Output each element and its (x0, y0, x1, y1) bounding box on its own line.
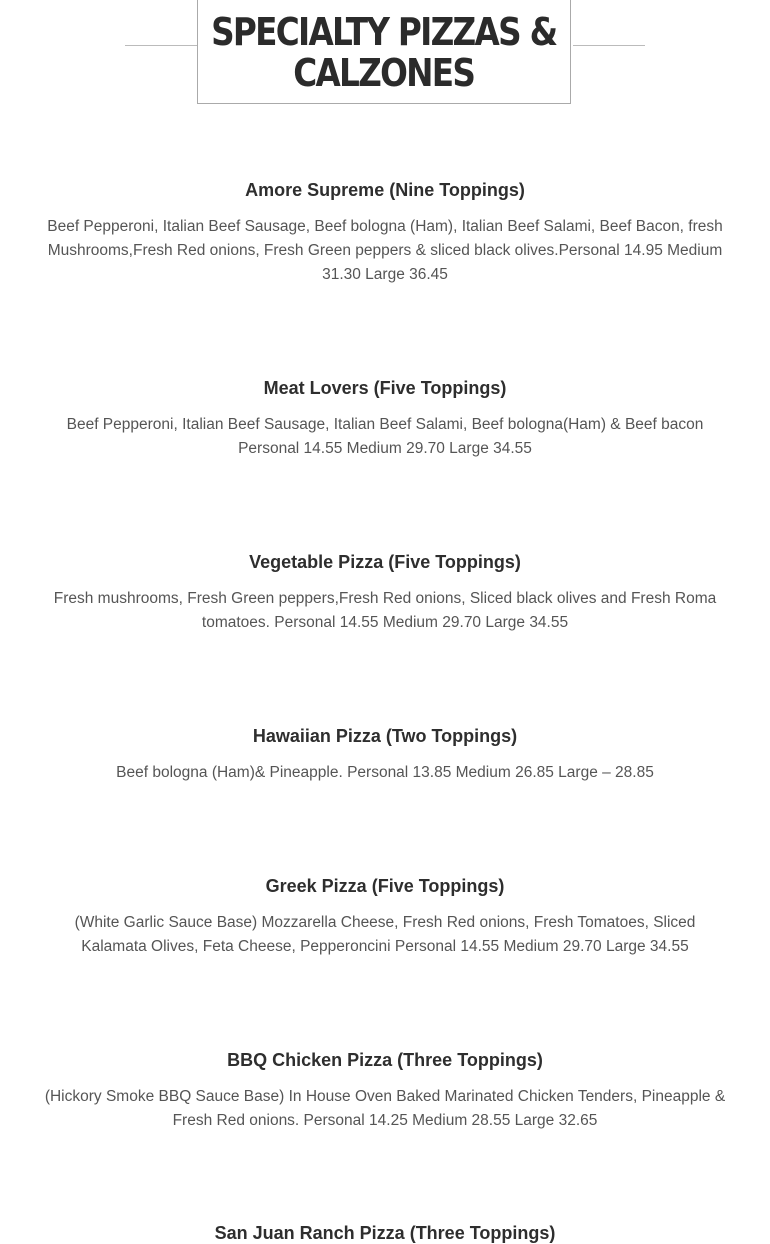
menu-item-meat-lovers (30, 377, 740, 461)
menu-item-name: San Juan Ranch Pizza (Three Toppings) (214, 1223, 556, 1243)
menu-item-name: BBQ Chicken Pizza (Three Toppings) (227, 1050, 543, 1070)
section-title (211, 12, 556, 94)
menu-item-vegetable-pizza (30, 551, 740, 635)
menu-item-description: Beef Pepperoni, Italian Beef Sausage, Beef bologna (Ham), Italian Beef Salami, Beef Bacon, fresh Mushrooms,Fresh Red onions, Fresh Green peppers & sliced black olives.Personal 14.95 Medium 31.30 Large 36.45 (47, 218, 723, 283)
menu-item-bbq-chicken-pizza (30, 1049, 740, 1133)
menu-item-description: Beef Pepperoni, Italian Beef Sausage, Italian Beef Salami, Beef bologna(Ham) & Beef bacon Personal 14.55 Medium 29.70 Large 34.55 (66, 416, 704, 457)
menu-item-name: Meat Lovers (Five Toppings) (263, 378, 507, 398)
menu-item-san-juan-ranch-pizza (30, 1222, 740, 1244)
section-title-line-2: CALZONES (293, 51, 475, 95)
menu-item-description: (White Garlic Sauce Base) Mozzarella Cheese, Fresh Red onions, Fresh Tomatoes, Sliced Kalamata Olives, Feta Cheese, Pepperoncini Personal 14.55 Medium 29.70 Large 34.55 (74, 914, 696, 955)
menu-item-description: Fresh mushrooms, Fresh Green peppers,Fresh Red onions, Sliced black olives and Fresh Roma tomatoes. Personal 14.55 Medium 29.70 Large 34.55 (53, 590, 717, 631)
header-divider-left (125, 45, 198, 46)
menu-item-greek-pizza (30, 875, 740, 959)
menu-item-name: Greek Pizza (Five Toppings) (265, 876, 505, 896)
menu-item-description: Beef bologna (Ham)& Pineapple. Personal 13.85 Medium 26.85 Large – 28.85 (116, 764, 654, 781)
menu-item-description: (Hickory Smoke BBQ Sauce Base) In House Oven Baked Marinated Chicken Tenders, Pineapple & Fresh Red onions. Personal 14.25 Medium 28.55 Large 32.65 (44, 1088, 726, 1129)
menu-item-name: Amore Supreme (Nine Toppings) (245, 180, 525, 200)
menu-item-amore-supreme (30, 179, 740, 287)
section-title-box (197, 0, 571, 104)
section-header (0, 0, 770, 110)
header-divider-right (573, 45, 645, 46)
menu-item-hawaiian-pizza (30, 725, 740, 785)
menu-item-name: Hawaiian Pizza (Two Toppings) (252, 726, 518, 746)
section-title-line-1: SPECIALTY PIZZAS & (211, 10, 557, 54)
menu-item-name: Vegetable Pizza (Five Toppings) (249, 552, 521, 572)
